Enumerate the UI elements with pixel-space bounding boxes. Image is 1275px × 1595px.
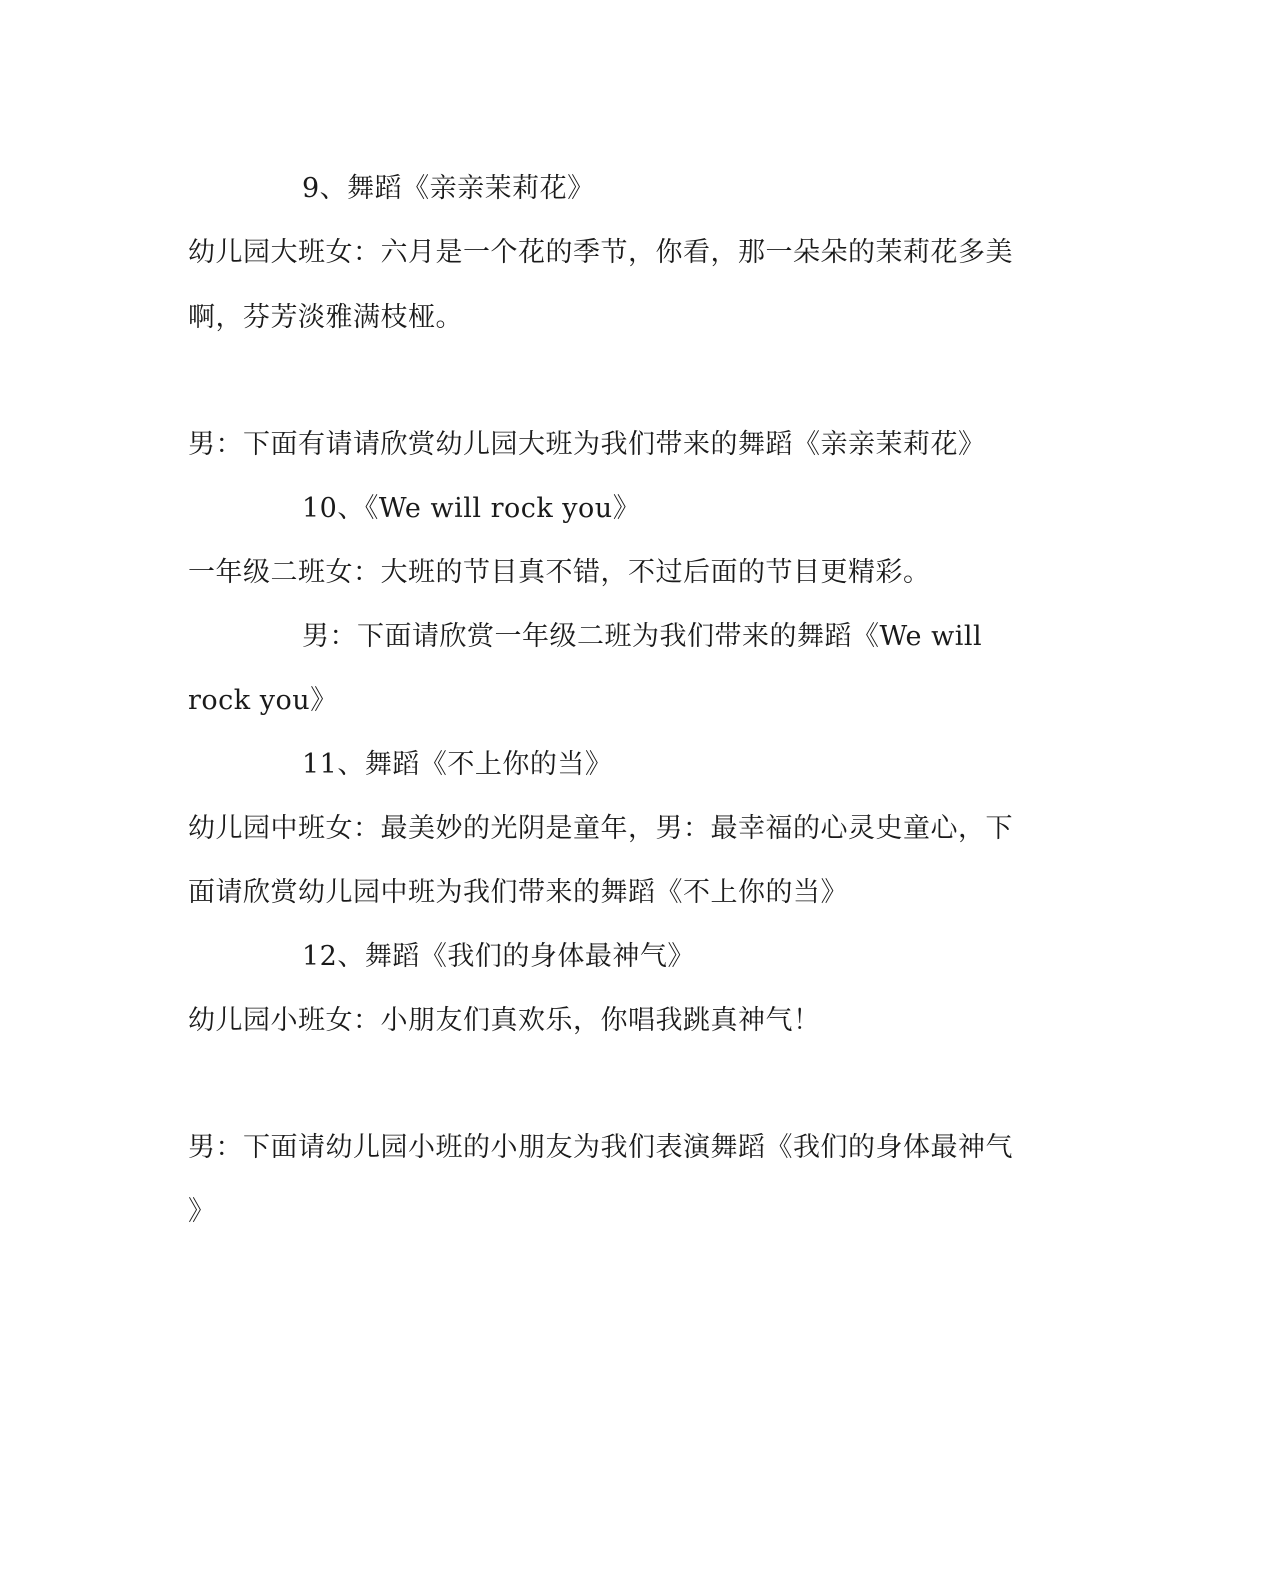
program-item-9-heading: 9、舞蹈《亲亲茉莉花》 <box>302 173 595 204</box>
paragraph-line: 男：下面请幼儿园小班的小朋友为我们表演舞蹈《我们的身体最神气 <box>188 1132 1013 1163</box>
program-item-10-heading: 10、《We will rock you》 <box>302 493 641 524</box>
paragraph-line: 一年级二班女：大班的节目真不错，不过后面的节目更精彩。 <box>188 557 931 588</box>
program-item-12-heading: 12、舞蹈《我们的身体最神气》 <box>302 941 695 972</box>
paragraph-line: 》 <box>188 1196 216 1227</box>
paragraph-line: rock you》 <box>188 685 338 716</box>
paragraph-line: 幼儿园小班女：小朋友们真欢乐，你唱我跳真神气！ <box>188 1005 821 1036</box>
paragraph-line: 幼儿园中班女：最美妙的光阴是童年，男：最幸福的心灵史童心，下 <box>188 813 1013 844</box>
paragraph-line: 啊，芬芳淡雅满枝桠。 <box>188 302 463 333</box>
program-item-11-heading: 11、舞蹈《不上你的当》 <box>302 749 613 780</box>
paragraph-line: 幼儿园大班女：六月是一个花的季节，你看，那一朵朵的茉莉花多美 <box>188 237 1013 268</box>
paragraph-line: 面请欣赏幼儿园中班为我们带来的舞蹈《不上你的当》 <box>188 877 848 908</box>
paragraph-line: 男：下面请欣赏一年级二班为我们带来的舞蹈《We will <box>302 621 983 652</box>
paragraph-line: 男：下面有请请欣赏幼儿园大班为我们带来的舞蹈《亲亲茉莉花》 <box>188 429 986 460</box>
